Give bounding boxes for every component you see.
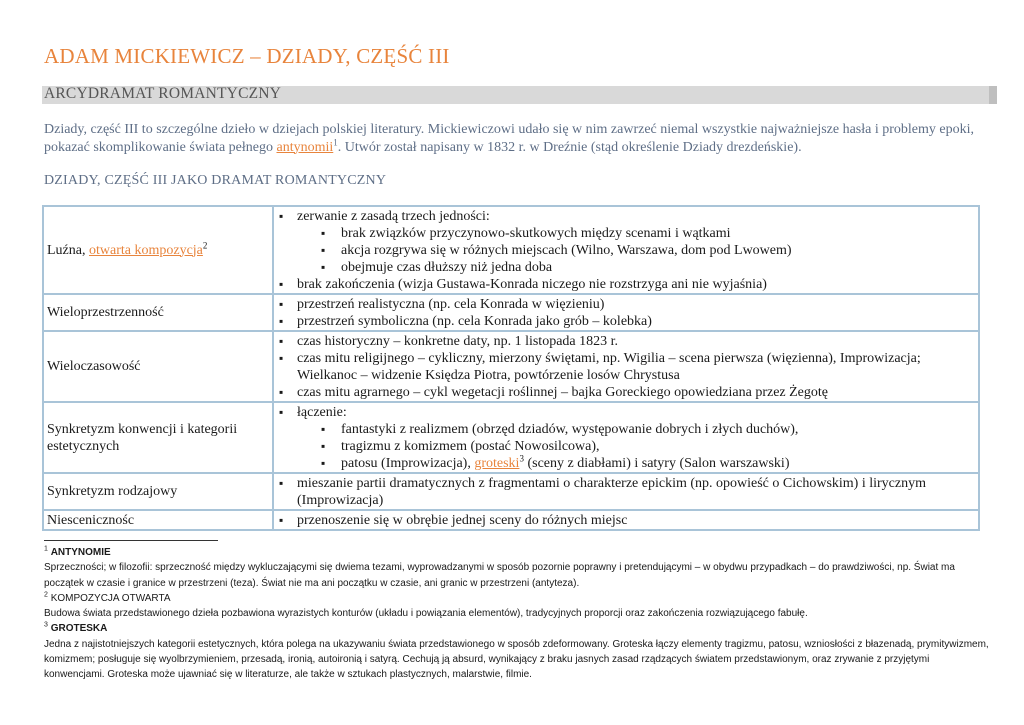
footnote-2-heading [44,591,989,606]
footnote-ref-3[interactable]: 3 [519,453,524,464]
footnote-title: KOMPOZYCJA OTWARTA [50,592,171,604]
items-cell [273,510,979,530]
table-row [43,294,979,331]
sub-list [297,225,978,276]
item-list [274,296,978,330]
intro-paragraph [44,121,984,156]
sub-list-item: ▪ akcja rozgrywa się w różnych miejscach (Wilno, Warszawa, dom pod Lwowem) [297,242,978,259]
list-item [274,208,978,276]
item-list [274,475,978,509]
item-list [274,208,978,293]
sub-list [297,421,978,472]
list-item: ▪ przestrzeń realistyczna (np. cela Konrada w więzieniu) [274,296,978,313]
section-title: ARCYDRAMAT ROMANTYCZNY [44,85,282,102]
items-cell [273,331,979,402]
sub-list-item: ▪ brak związków przyczynowo-skutkowych między scenami i wątkami [297,225,978,242]
item-text: (sceny z diabłami) i satyry (Salon warszawski) [523,456,790,471]
item-text: patosu (Improwizacja), [341,456,475,471]
footnote-ref-1[interactable]: 1 [333,136,338,147]
footnote-number: 1 [44,545,48,553]
category-cell: Niescenicznośc [43,510,273,530]
groteski-link[interactable]: groteski [474,456,520,471]
list-item: ▪ czas mitu agrarnego – cykl wegetacji roślinnej – bajka Goreckiego opowiedziana przez Żegotę [274,384,978,401]
intro-text-part2: . Utwór został napisany w 1832 r. w Dreźnie (stąd określenie Dziady drezdeńskie). [337,139,802,155]
footnote-1-text: Sprzeczności; w filozofii: sprzeczność między wykluczającymi się dwiema tezami, wyprowadzanymi w sposób pozornie poprawny i pretendującymi – w obydwu przypadkach – do prawdziwości, np. Świat ma początek w czasie i granice w przestrzeni (teza). Świat nie ma ani początku w czasie, ani granic w przestrzeni (antyteza). [44,562,955,589]
table-row [43,510,979,530]
footnote-title: GROTESKA [50,623,108,635]
item-list [274,333,978,401]
footnotes [44,545,989,683]
antynomii-link[interactable]: antynomii [276,139,334,155]
footnote-title: ANTYNOMIE [50,547,111,558]
table-row [43,206,979,294]
list-item: ▪ mieszanie partii dramatycznych z fragmentami o charakterze epickim (np. opowieść o Cichowskim) i lirycznym (Improwizacja) [274,475,978,509]
category-cell: Synkretyzm rodzajowy [43,473,273,510]
list-item: ▪ przestrzeń symboliczna (np. cela Konrada jako grób – kolebka) [274,313,978,330]
footnote-3-text: Jedna z najistotniejszych kategorii estetycznych, która polega na ukazywaniu świata przedstawionego w sposób zdeformowany. Groteska łączy elementy tragizmu, patosu, wzniosłości z błazenadą, prymitywizmem, komizmem; posługuje się wyolbrzymieniem, przesadą, ironią, autoironią i satyrą. Cechują ją absurd, wynikający z braku jasnych zasad rządzących światem przedstawionym, oraz zrywanie z przyjętymi konwencjami. Groteska może ujawniać się w literaturze, ale także w sztukach plastycznych, malarstwie, filmie. [44,638,989,681]
table-row [43,473,979,510]
item-text: zerwanie z zasadą trzech jedności: [297,209,490,224]
list-item: ▪ przenoszenie się w obrębie jednej sceny do różnych miejsc [274,512,978,529]
item-list [274,404,978,472]
category-cell: Wieloprzestrzenność [43,294,273,331]
list-item [274,404,978,472]
features-table [42,205,980,531]
item-text: łączenie: [297,405,347,420]
items-cell [273,402,979,473]
otwarta-kompozycja-link[interactable]: otwarta kompozycja [88,242,203,258]
page-title: ADAM MICKIEWICZ – DZIADY, CZĘŚĆ III [44,44,450,68]
footnote-1-heading [44,545,989,560]
item-list [274,512,978,529]
sub-list-item: ▪ tragizmu z komizmem (postać Nowosilcowa), [297,438,978,455]
items-cell [273,473,979,510]
footnote-3-heading [44,621,989,636]
category-label: Luźna, [47,242,89,258]
subheading: DZIADY, CZĘŚĆ III JAKO DRAMAT ROMANTYCZNY [44,173,387,188]
intro-text-part1: Dziady, część III to szczególne dzieło w dziejach polskiej literatury. Mickiewiczowi udało się w nim zawrzeć niemal wszystkie najważniejsze hasła i problemy epoki, pokazać skomplikowanie świata pełnego [44,122,974,155]
category-cell [43,206,273,294]
footnote-number: 2 [44,591,48,599]
list-item: ▪ czas mitu religijnego – cykliczny, mierzony świętami, np. Wigilia – scena pierwsza (więzienna), Improwizacja; Wielkanoc – widzenie Księdza Piotra, powtórzenie losów Chrystusa [274,350,978,384]
items-cell [273,294,979,331]
items-cell [273,206,979,294]
sub-list-item: ▪ obejmuje czas dłuższy niż jedna doba [297,259,978,276]
table-row [43,402,979,473]
list-item: ▪ brak zakończenia (wizja Gustawa-Konrada niczego nie rozstrzyga ani nie wyjaśnia) [274,276,978,293]
footnote-number: 3 [44,622,48,630]
list-item: ▪ czas historyczny – konkretne daty, np. 1 listopada 1823 r. [274,333,978,350]
footnote-2-text: Budowa świata przedstawionego dzieła pozbawiona wyrazistych konturów (układu i powiązania elementów), tradycyjnych proporcji oraz zakończenia rozwiązującego fabułę. [44,608,808,620]
table-row [43,331,979,402]
sub-list-item: ▪ fantastyki z realizmem (obrzęd dziadów, występowanie dobrych i złych duchów), [297,421,978,438]
footnote-ref-2[interactable]: 2 [202,239,208,250]
sub-list-item [297,455,978,472]
category-cell: Synkretyzm konwencji i kategorii estetycznych [43,402,273,473]
category-cell: Wieloczasowość [43,331,273,402]
footnote-divider [44,540,218,541]
section-header-bar [42,86,997,104]
